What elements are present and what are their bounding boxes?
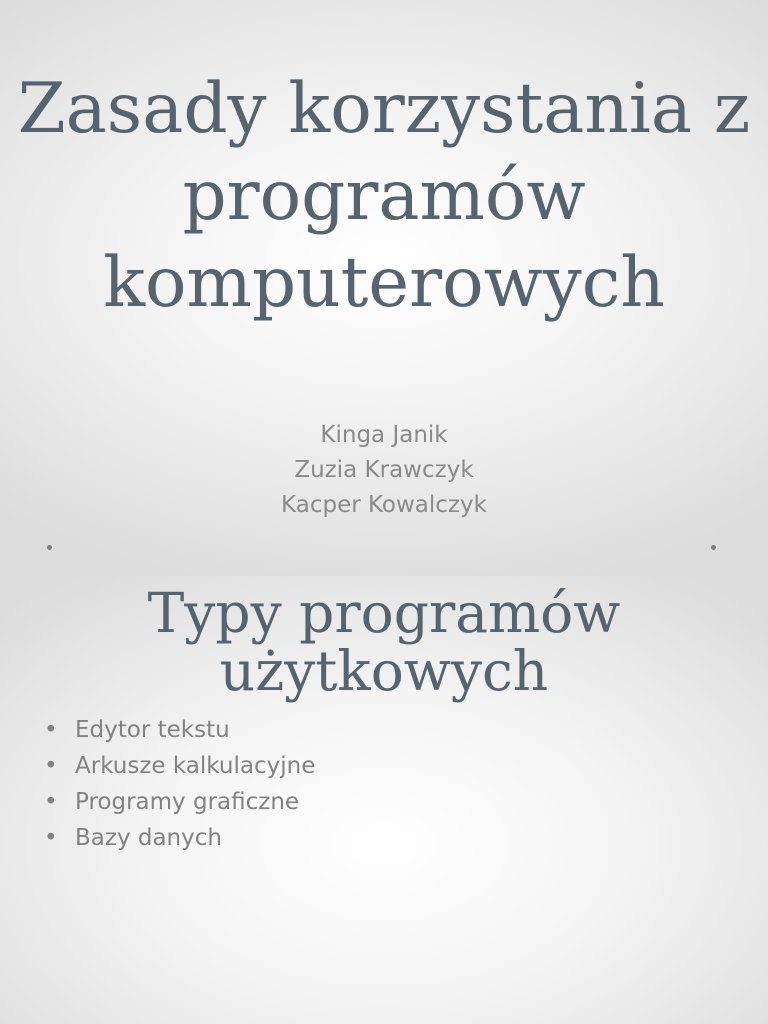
bullet-icon: • [44, 717, 58, 743]
slide-marker-dot [711, 545, 716, 550]
list-item-text: Programy graficzne [75, 789, 300, 815]
list-item [44, 784, 315, 820]
bullet-icon: • [44, 753, 58, 779]
content-slide [0, 576, 768, 1024]
bullet-icon: • [44, 789, 58, 815]
list-item [44, 820, 315, 856]
slide-marker-dot [47, 545, 52, 550]
author-name: Kinga Janik [320, 422, 448, 448]
list-item-text: Edytor tekstu [75, 717, 230, 743]
list-item-text: Arkusze kalkulacyjne [75, 753, 316, 779]
author-name: Kacper Kowalczyk [281, 492, 487, 518]
list-item [44, 712, 315, 748]
author-name: Zuzia Krawczyk [294, 457, 474, 483]
bullet-list [44, 712, 315, 856]
list-item-text: Bazy danych [75, 825, 222, 851]
bullet-icon: • [44, 825, 58, 851]
list-item [44, 748, 315, 784]
slide-title: Zasady korzystania z programów komputerowych [17, 69, 751, 323]
slide-title: Typy programów użytkowych [147, 581, 621, 703]
authors-block [0, 418, 768, 523]
